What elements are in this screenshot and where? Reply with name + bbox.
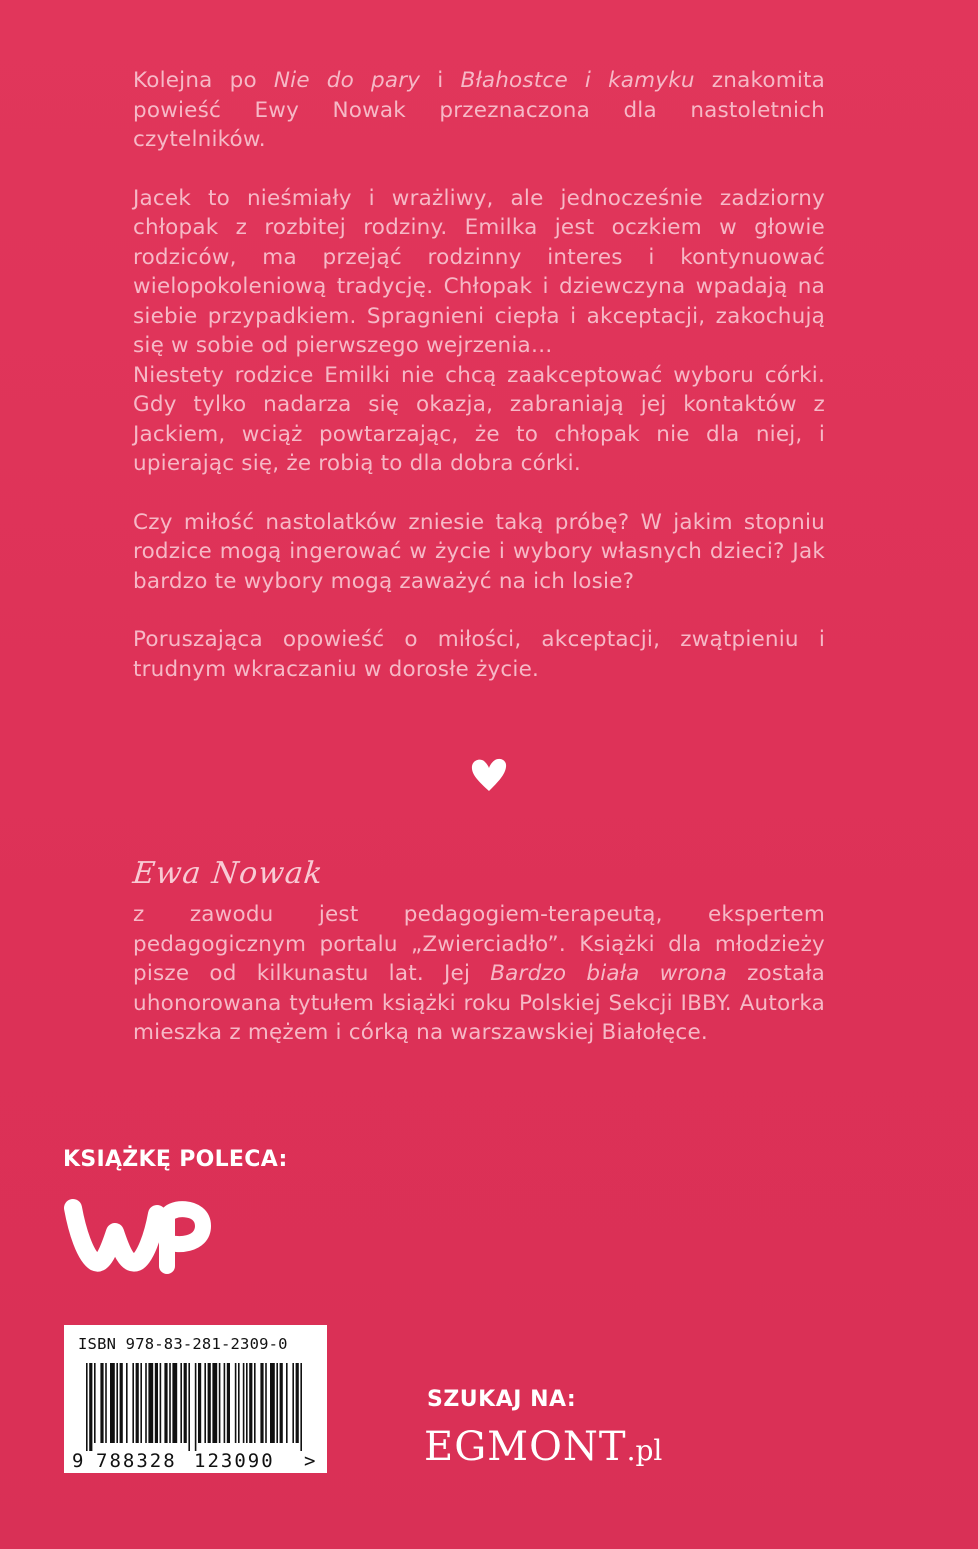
- publisher-site: EGMONT: [424, 1424, 627, 1470]
- barcode-bar: [219, 1363, 221, 1443]
- barcode-bar: [140, 1363, 142, 1443]
- barcode-bar: [164, 1363, 167, 1443]
- blurb-paragraph-5: Poruszająca opowieść o miłości, akceptacji, zwątpieniu i trudnym wkraczaniu w dorosłe życie.: [133, 627, 825, 682]
- author-bio: [133, 900, 825, 1048]
- barcode-icon: [64, 1355, 327, 1473]
- barcode-bar: [89, 1363, 92, 1451]
- author-signature: Ewa Nowak: [131, 856, 325, 891]
- barcode-bars: [86, 1363, 302, 1451]
- barcode-digits-right: 123090: [194, 1450, 275, 1472]
- barcode-bar: [286, 1363, 288, 1443]
- barcode-bar: [169, 1363, 171, 1443]
- blurb-paragraph-2: Jacek to nieśmiały i wrażliwy, ale jednocześnie zadziorny chłopak z rozbitej rodziny. Emilka jest oczkiem w głowie rodziców, ma przejąć rodzinny interes i kontynuować wielopokoleniową tradycję. Chłopak i dziewczyna wpadają na siebie przypadkiem. Spragnieni ciepła i akceptacji, zakochują się w sobie od pierwszego wejrzenia…: [133, 185, 825, 358]
- barcode-bar: [180, 1363, 182, 1443]
- barcode-bar: [195, 1363, 197, 1451]
- blurb-paragraph-3: Niestety rodzice Emilki nie chcą zaakceptować wyboru córki. Gdy tylko nadarza się okazja, zabraniają jej kontaktów z Jackiem, wciąż powtarzając, że to chłopak nie dla niej, i upierając się, że robią to dla dobra córki.: [133, 362, 825, 476]
- barcode-bar: [270, 1363, 275, 1443]
- barcode-bar: [265, 1363, 267, 1443]
- barcode-bar: [132, 1363, 134, 1443]
- barcode-bar: [204, 1363, 206, 1443]
- barcode-bar: [86, 1363, 88, 1451]
- barcode-bar: [155, 1363, 158, 1443]
- barcode-bar: [145, 1363, 147, 1443]
- heart-icon: [470, 757, 508, 793]
- blurb-paragraph-4: Czy miłość nastolatków zniesie taką próbę? W jakim stopniu rodzice mogą ingerować w życie i wybory własnych dzieci? Jak bardzo te wybory mogą zaważyć na ich losie?: [133, 509, 825, 594]
- barcode-bar: [94, 1363, 96, 1443]
- author-bio-text: z zawodu jest pedagogiem-terapeutą, ekspertem pedagogicznym portalu „Zwierciadło”. Książki dla młodzieży pisze od kilkunastu lat. Jej Bardzo biała wrona została uhonorowana tytułem książki roku Polskiej Sekcji IBBY. Autorka mieszka z mężem i córką na warszawskiej Białołęce.: [133, 902, 826, 1045]
- barcode-bar: [198, 1363, 201, 1443]
- publisher-logo: [424, 1424, 662, 1470]
- blurb-paragraph-1: Kolejna po Nie do pary i Błahostce i kamyku znakomita powieść Ewy Nowak przeznaczona dla nastoletnich czytelników.: [133, 68, 826, 152]
- publisher-tld: .pl: [626, 1434, 663, 1467]
- barcode-bar: [243, 1363, 245, 1443]
- barcode-bar: [249, 1363, 252, 1443]
- barcode-bar: [292, 1363, 294, 1443]
- book-title-bardzo-biala-wrona: Bardzo biała wrona: [490, 961, 727, 986]
- barcode-digit-first: 9: [72, 1450, 84, 1472]
- barcode-bar: [116, 1363, 118, 1443]
- barcode-bar: [148, 1363, 153, 1443]
- barcode-bar: [188, 1363, 190, 1451]
- barcode-bar: [227, 1363, 230, 1443]
- barcode-digits-left: 788328: [96, 1450, 177, 1472]
- publisher-label: SZUKAJ NA:: [427, 1387, 577, 1412]
- barcode-bar: [100, 1363, 103, 1443]
- barcode-bar: [238, 1363, 240, 1443]
- book-title-nie-do-pary: Nie do pary: [273, 68, 421, 93]
- barcode-arrow: >: [304, 1450, 316, 1472]
- barcode-bar: [224, 1363, 226, 1443]
- barcode-bar: [208, 1363, 211, 1443]
- isbn-number: ISBN 978-83-281-2309-0: [78, 1335, 288, 1353]
- recommend-label: KSIĄŻKĘ POLECA:: [63, 1147, 288, 1172]
- barcode-bar: [276, 1363, 278, 1443]
- barcode-bar: [300, 1363, 302, 1451]
- barcode-bar: [184, 1363, 187, 1443]
- barcode-bar: [160, 1363, 162, 1443]
- wp-logo-icon: [63, 1196, 211, 1274]
- barcode-bar: [105, 1363, 107, 1443]
- barcode-bar: [260, 1363, 263, 1443]
- barcode-bar: [280, 1363, 283, 1443]
- barcode-bar: [126, 1363, 128, 1443]
- barcode-bar: [296, 1363, 299, 1443]
- blurb-text: [133, 66, 825, 713]
- barcode-bar: [136, 1363, 139, 1443]
- book-title-blahostce: Błahostce i kamyku: [460, 68, 695, 93]
- barcode-bar: [235, 1363, 237, 1443]
- barcode-label: [64, 1325, 327, 1473]
- barcode-bar: [254, 1363, 256, 1443]
- barcode-bar: [246, 1363, 248, 1443]
- barcode-bar: [212, 1363, 217, 1443]
- barcode-bar: [120, 1363, 123, 1443]
- barcode-bar: [110, 1363, 115, 1443]
- barcode-bar: [172, 1363, 177, 1443]
